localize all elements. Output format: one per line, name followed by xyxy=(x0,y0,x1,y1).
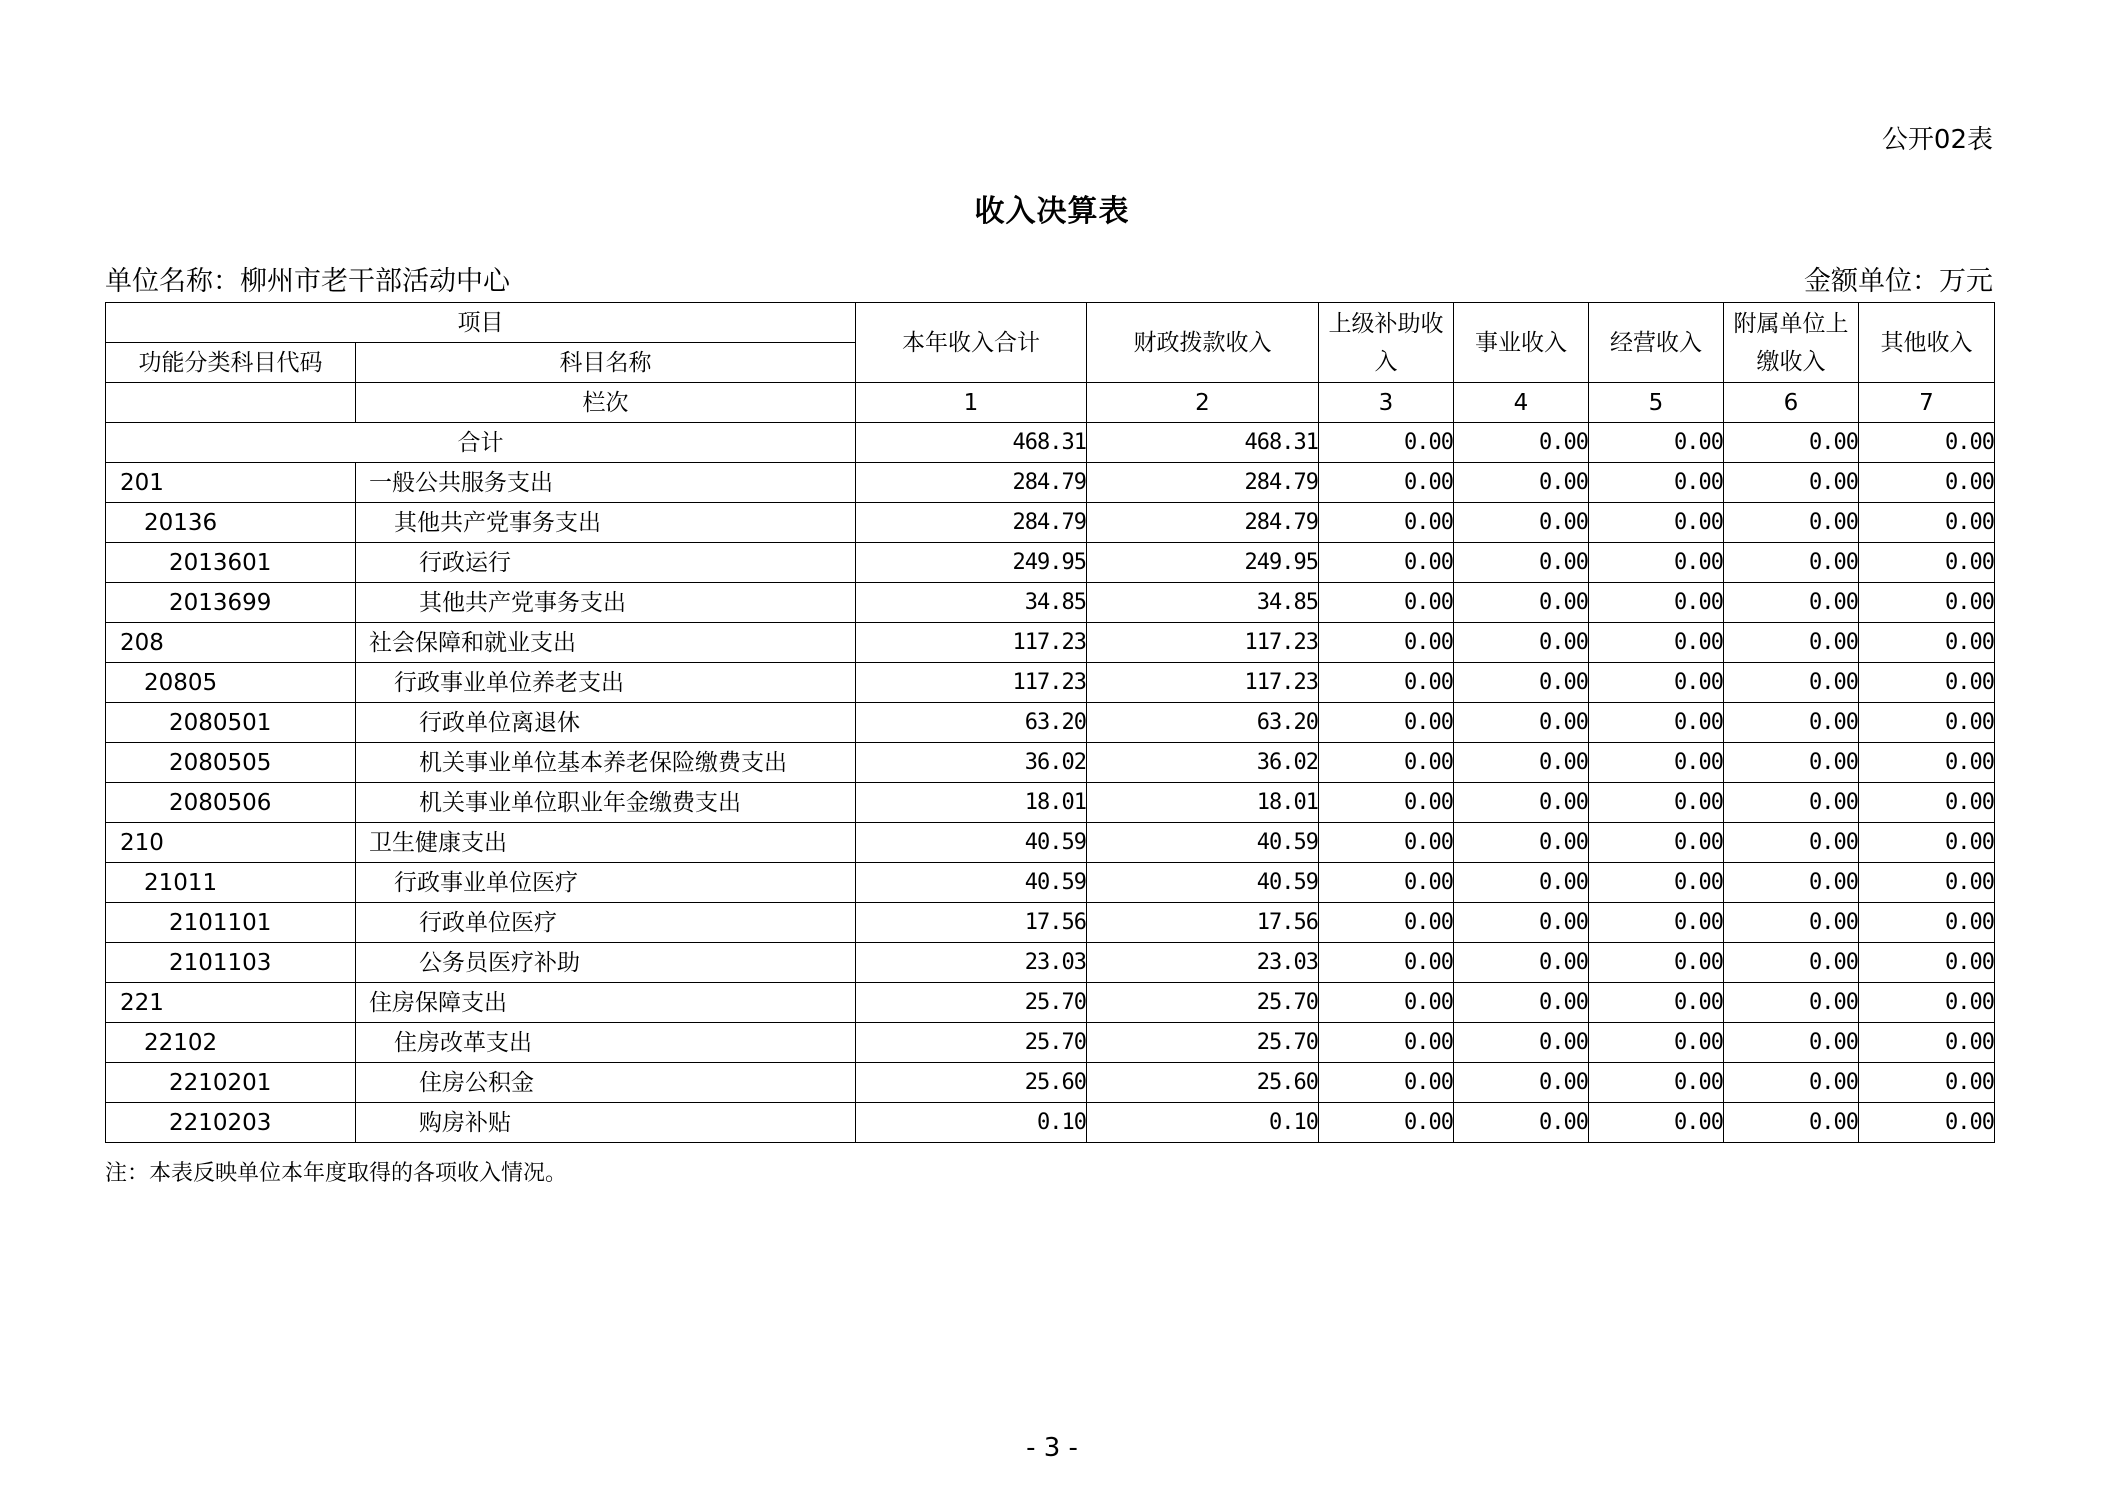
subject-name-cell: 公务员医疗补助 xyxy=(356,943,856,983)
value-cell: 23.03 xyxy=(1087,943,1319,983)
total-value: 0.00 xyxy=(1319,423,1454,463)
value-cell: 0.00 xyxy=(1454,743,1589,783)
value-cell: 0.00 xyxy=(1859,663,1995,703)
subject-name-cell: 住房改革支出 xyxy=(356,1023,856,1063)
value-cell: 36.02 xyxy=(1087,743,1319,783)
table-row xyxy=(106,583,1995,623)
table-row xyxy=(106,503,1995,543)
value-cell: 63.20 xyxy=(856,703,1087,743)
value-cell: 0.00 xyxy=(1454,1103,1589,1143)
value-cell: 0.00 xyxy=(1454,1063,1589,1103)
value-cell: 249.95 xyxy=(856,543,1087,583)
value-cell: 0.00 xyxy=(1589,783,1724,823)
value-cell: 117.23 xyxy=(1087,623,1319,663)
value-cell: 0.00 xyxy=(1319,943,1454,983)
col-num: 5 xyxy=(1589,383,1724,423)
value-cell: 0.00 xyxy=(1724,503,1859,543)
value-cell: 0.00 xyxy=(1319,743,1454,783)
subject-name-cell: 行政单位医疗 xyxy=(356,903,856,943)
value-cell: 63.20 xyxy=(1087,703,1319,743)
value-cell: 0.00 xyxy=(1319,503,1454,543)
value-cell: 0.00 xyxy=(1724,943,1859,983)
value-cell: 0.00 xyxy=(1859,823,1995,863)
value-cell: 0.00 xyxy=(1859,983,1995,1023)
page-title: 收入决算表 xyxy=(974,194,1130,229)
value-cell: 0.00 xyxy=(1319,583,1454,623)
header-affiliated: 附属单位上缴收入 xyxy=(1724,303,1859,383)
value-cell: 0.00 xyxy=(1859,463,1995,503)
subject-name-cell: 行政单位离退休 xyxy=(356,703,856,743)
value-cell: 0.00 xyxy=(1724,743,1859,783)
header-other: 其他收入 xyxy=(1859,303,1995,383)
value-cell: 0.00 xyxy=(1724,783,1859,823)
value-cell: 0.00 xyxy=(1589,1063,1724,1103)
subject-name-cell: 社会保障和就业支出 xyxy=(356,623,856,663)
header-superior: 上级补助收入 xyxy=(1319,303,1454,383)
blank-cell xyxy=(106,383,356,423)
value-cell: 0.00 xyxy=(1589,823,1724,863)
value-cell: 25.70 xyxy=(1087,1023,1319,1063)
header-total: 本年收入合计 xyxy=(856,303,1087,383)
func-code-cell: 2210201 xyxy=(106,1063,356,1103)
subject-name-cell: 一般公共服务支出 xyxy=(356,463,856,503)
value-cell: 0.00 xyxy=(1859,1023,1995,1063)
value-cell: 40.59 xyxy=(1087,823,1319,863)
value-cell: 0.00 xyxy=(1859,1103,1995,1143)
col-num: 4 xyxy=(1454,383,1589,423)
table-row xyxy=(106,703,1995,743)
value-cell: 0.00 xyxy=(1454,463,1589,503)
func-code-cell: 2210203 xyxy=(106,1103,356,1143)
value-cell: 0.00 xyxy=(1454,583,1589,623)
value-cell: 284.79 xyxy=(856,503,1087,543)
subject-name-cell: 其他共产党事务支出 xyxy=(356,583,856,623)
value-cell: 0.00 xyxy=(1859,703,1995,743)
value-cell: 0.00 xyxy=(1454,623,1589,663)
value-cell: 0.00 xyxy=(1724,863,1859,903)
func-code-cell: 208 xyxy=(106,623,356,663)
subject-name-cell: 机关事业单位基本养老保险缴费支出 xyxy=(356,743,856,783)
func-code-cell: 2101103 xyxy=(106,943,356,983)
func-code-cell: 20136 xyxy=(106,503,356,543)
table-note: 注：本表反映单位本年度取得的各项收入情况。 xyxy=(105,1161,568,1186)
func-code-cell: 221 xyxy=(106,983,356,1023)
func-code-cell: 2013699 xyxy=(106,583,356,623)
table-row xyxy=(106,543,1995,583)
value-cell: 0.00 xyxy=(1589,503,1724,543)
value-cell: 0.00 xyxy=(1724,823,1859,863)
col-num: 7 xyxy=(1859,383,1995,423)
value-cell: 0.00 xyxy=(1319,1063,1454,1103)
func-code-cell: 21011 xyxy=(106,863,356,903)
value-cell: 117.23 xyxy=(856,663,1087,703)
header-row-1 xyxy=(106,303,1995,343)
value-cell: 40.59 xyxy=(856,863,1087,903)
value-cell: 0.00 xyxy=(1454,823,1589,863)
col-num: 6 xyxy=(1724,383,1859,423)
header-func-code: 功能分类科目代码 xyxy=(106,343,356,383)
amount-unit: 金额单位：万元 xyxy=(1804,266,1993,297)
total-value: 468.31 xyxy=(1087,423,1319,463)
value-cell: 0.00 xyxy=(1724,703,1859,743)
value-cell: 249.95 xyxy=(1087,543,1319,583)
value-cell: 17.56 xyxy=(1087,903,1319,943)
value-cell: 0.00 xyxy=(1454,863,1589,903)
total-value: 0.00 xyxy=(1454,423,1589,463)
func-code-cell: 2080505 xyxy=(106,743,356,783)
col-num: 2 xyxy=(1087,383,1319,423)
value-cell: 0.00 xyxy=(1724,903,1859,943)
value-cell: 40.59 xyxy=(856,823,1087,863)
value-cell: 0.00 xyxy=(1859,943,1995,983)
table-row xyxy=(106,943,1995,983)
header-business: 事业收入 xyxy=(1454,303,1589,383)
subject-name-cell: 行政事业单位医疗 xyxy=(356,863,856,903)
table-row xyxy=(106,1063,1995,1103)
value-cell: 0.00 xyxy=(1724,543,1859,583)
value-cell: 0.00 xyxy=(1724,463,1859,503)
value-cell: 18.01 xyxy=(856,783,1087,823)
header-operating: 经营收入 xyxy=(1589,303,1724,383)
value-cell: 0.00 xyxy=(1454,1023,1589,1063)
value-cell: 0.00 xyxy=(1859,503,1995,543)
value-cell: 18.01 xyxy=(1087,783,1319,823)
value-cell: 0.00 xyxy=(1724,983,1859,1023)
value-cell: 0.00 xyxy=(1589,663,1724,703)
value-cell: 0.10 xyxy=(856,1103,1087,1143)
value-cell: 0.00 xyxy=(1319,823,1454,863)
table-row xyxy=(106,823,1995,863)
table-row xyxy=(106,983,1995,1023)
col-num: 3 xyxy=(1319,383,1454,423)
value-cell: 0.00 xyxy=(1859,623,1995,663)
value-cell: 0.00 xyxy=(1589,583,1724,623)
value-cell: 0.00 xyxy=(1319,623,1454,663)
column-number-row xyxy=(106,383,1995,423)
header-subject-name: 科目名称 xyxy=(356,343,856,383)
table-row xyxy=(106,863,1995,903)
value-cell: 0.00 xyxy=(1724,623,1859,663)
form-number: 公开02表 xyxy=(1881,125,1993,155)
subject-name-cell: 卫生健康支出 xyxy=(356,823,856,863)
value-cell: 284.79 xyxy=(856,463,1087,503)
value-cell: 0.00 xyxy=(1454,903,1589,943)
value-cell: 0.00 xyxy=(1859,783,1995,823)
value-cell: 0.00 xyxy=(1589,983,1724,1023)
table-row xyxy=(106,1103,1995,1143)
value-cell: 34.85 xyxy=(1087,583,1319,623)
value-cell: 0.00 xyxy=(1589,463,1724,503)
total-label: 合计 xyxy=(106,423,856,463)
value-cell: 0.00 xyxy=(1589,863,1724,903)
table-row xyxy=(106,783,1995,823)
value-cell: 25.70 xyxy=(856,1023,1087,1063)
value-cell: 117.23 xyxy=(1087,663,1319,703)
column-label: 栏次 xyxy=(356,383,856,423)
value-cell: 0.00 xyxy=(1589,943,1724,983)
value-cell: 0.00 xyxy=(1859,903,1995,943)
value-cell: 0.00 xyxy=(1454,983,1589,1023)
func-code-cell: 20805 xyxy=(106,663,356,703)
total-row xyxy=(106,423,1995,463)
value-cell: 36.02 xyxy=(856,743,1087,783)
total-value: 468.31 xyxy=(856,423,1087,463)
subject-name-cell: 行政运行 xyxy=(356,543,856,583)
table-row xyxy=(106,463,1995,503)
value-cell: 0.00 xyxy=(1319,1103,1454,1143)
subject-name-cell: 购房补贴 xyxy=(356,1103,856,1143)
func-code-cell: 2101101 xyxy=(106,903,356,943)
func-code-cell: 22102 xyxy=(106,1023,356,1063)
value-cell: 0.00 xyxy=(1454,783,1589,823)
value-cell: 284.79 xyxy=(1087,503,1319,543)
value-cell: 0.00 xyxy=(1319,783,1454,823)
value-cell: 25.60 xyxy=(1087,1063,1319,1103)
value-cell: 0.00 xyxy=(1589,1023,1724,1063)
col-num: 1 xyxy=(856,383,1087,423)
value-cell: 25.70 xyxy=(1087,983,1319,1023)
value-cell: 0.00 xyxy=(1319,863,1454,903)
value-cell: 0.00 xyxy=(1319,663,1454,703)
subject-name-cell: 住房保障支出 xyxy=(356,983,856,1023)
value-cell: 0.00 xyxy=(1319,463,1454,503)
value-cell: 0.00 xyxy=(1724,583,1859,623)
value-cell: 0.00 xyxy=(1859,583,1995,623)
value-cell: 0.00 xyxy=(1454,503,1589,543)
total-value: 0.00 xyxy=(1859,423,1995,463)
table-row xyxy=(106,903,1995,943)
value-cell: 23.03 xyxy=(856,943,1087,983)
total-value: 0.00 xyxy=(1724,423,1859,463)
header-fiscal: 财政拨款收入 xyxy=(1087,303,1319,383)
value-cell: 40.59 xyxy=(1087,863,1319,903)
value-cell: 17.56 xyxy=(856,903,1087,943)
value-cell: 0.00 xyxy=(1724,1103,1859,1143)
value-cell: 284.79 xyxy=(1087,463,1319,503)
value-cell: 0.00 xyxy=(1319,543,1454,583)
value-cell: 0.00 xyxy=(1454,703,1589,743)
value-cell: 0.00 xyxy=(1859,743,1995,783)
value-cell: 34.85 xyxy=(856,583,1087,623)
subject-name-cell: 行政事业单位养老支出 xyxy=(356,663,856,703)
subject-name-cell: 住房公积金 xyxy=(356,1063,856,1103)
value-cell: 0.00 xyxy=(1589,903,1724,943)
table-row xyxy=(106,663,1995,703)
value-cell: 0.00 xyxy=(1319,983,1454,1023)
value-cell: 0.00 xyxy=(1724,1063,1859,1103)
func-code-cell: 2080501 xyxy=(106,703,356,743)
header-item: 项目 xyxy=(106,303,856,343)
value-cell: 25.70 xyxy=(856,983,1087,1023)
table-row xyxy=(106,1023,1995,1063)
func-code-cell: 210 xyxy=(106,823,356,863)
income-table xyxy=(105,302,1995,1143)
value-cell: 0.00 xyxy=(1859,1063,1995,1103)
value-cell: 0.00 xyxy=(1589,543,1724,583)
total-value: 0.00 xyxy=(1589,423,1724,463)
value-cell: 0.00 xyxy=(1589,743,1724,783)
value-cell: 0.00 xyxy=(1454,543,1589,583)
value-cell: 0.00 xyxy=(1859,863,1995,903)
value-cell: 0.00 xyxy=(1454,663,1589,703)
value-cell: 0.00 xyxy=(1724,663,1859,703)
func-code-cell: 2080506 xyxy=(106,783,356,823)
table-row xyxy=(106,743,1995,783)
page-number: - 3 - xyxy=(1026,1433,1078,1463)
func-code-cell: 2013601 xyxy=(106,543,356,583)
subject-name-cell: 其他共产党事务支出 xyxy=(356,503,856,543)
unit-name: 单位名称：柳州市老干部活动中心 xyxy=(105,266,510,297)
value-cell: 0.10 xyxy=(1087,1103,1319,1143)
value-cell: 25.60 xyxy=(856,1063,1087,1103)
value-cell: 0.00 xyxy=(1859,543,1995,583)
value-cell: 0.00 xyxy=(1454,943,1589,983)
value-cell: 0.00 xyxy=(1319,703,1454,743)
value-cell: 0.00 xyxy=(1589,703,1724,743)
value-cell: 0.00 xyxy=(1319,1023,1454,1063)
func-code-cell: 201 xyxy=(106,463,356,503)
value-cell: 0.00 xyxy=(1589,1103,1724,1143)
value-cell: 0.00 xyxy=(1589,623,1724,663)
table-row xyxy=(106,623,1995,663)
value-cell: 117.23 xyxy=(856,623,1087,663)
unit-line xyxy=(105,264,1993,300)
value-cell: 0.00 xyxy=(1724,1023,1859,1063)
value-cell: 0.00 xyxy=(1319,903,1454,943)
subject-name-cell: 机关事业单位职业年金缴费支出 xyxy=(356,783,856,823)
